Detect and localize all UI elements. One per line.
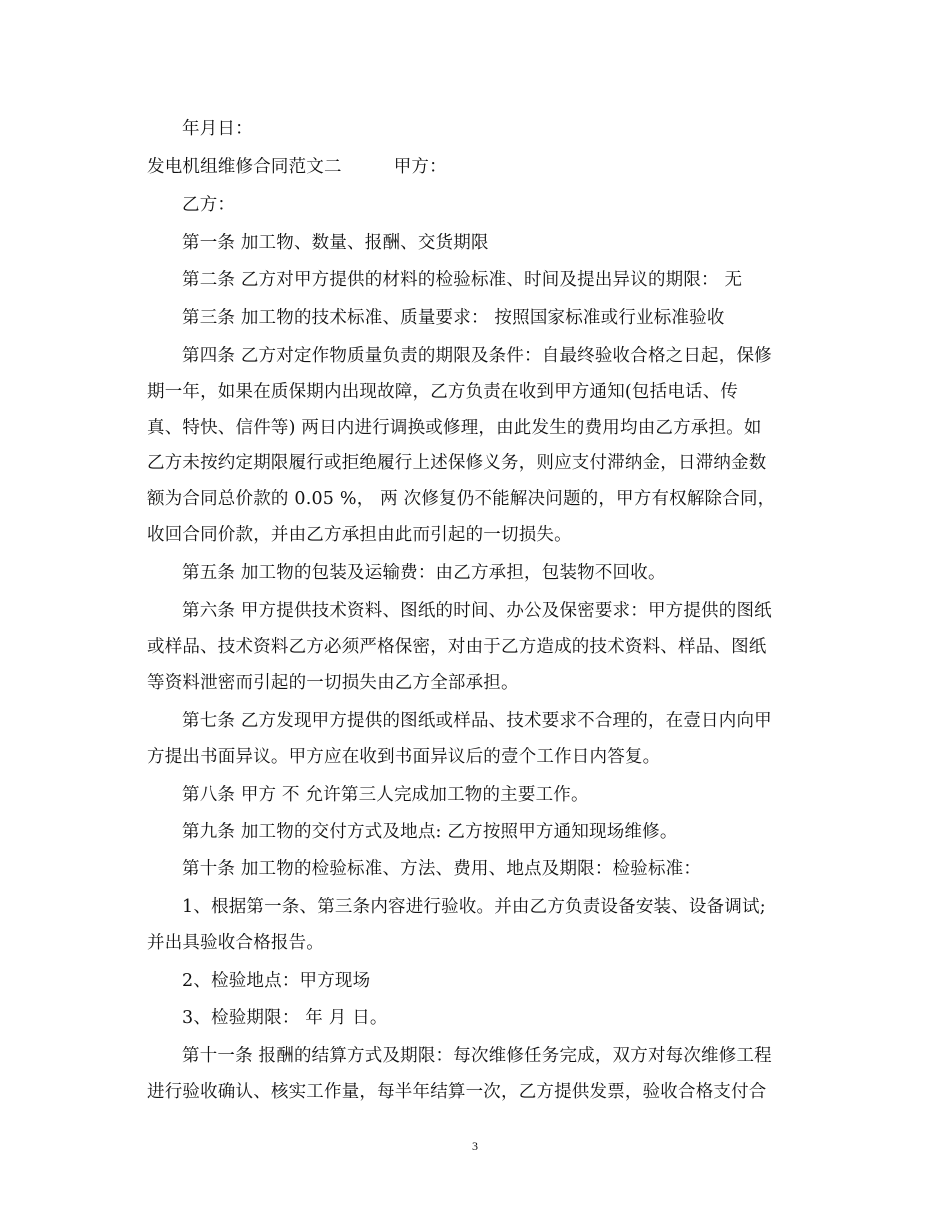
clause-8: 第八条 甲方 不 允许第三人完成加工物的主要工作。	[182, 785, 589, 805]
clause-2: 第二条 乙方对甲方提供的材料的检验标准、时间及提出异议的期限： 无	[182, 270, 743, 290]
clause-6-line-1: 第六条 甲方提供技术资料、图纸的时间、办公及保密要求：甲方提供的图纸	[182, 601, 772, 621]
party-b-label: 乙方：	[182, 195, 236, 215]
clause-1: 第一条 加工物、数量、报酬、交货期限	[182, 233, 489, 253]
clause-4-line-3: 真、特快、信件等) 两日内进行调换或修理，由此发生的费用均由乙方承担。如	[147, 418, 762, 438]
clause-11-line-1: 第十一条 报酬的结算方式及期限：每次维修任务完成，双方对每次维修工程	[182, 1046, 772, 1066]
heading-line	[147, 155, 447, 179]
clause-11-line-2: 进行验收确认、核实工作量，每半年结算一次，乙方提供发票，验收合格支付合	[147, 1082, 767, 1102]
clause-4-line-1: 第四条 乙方对定作物质量负责的期限及条件：自最终验收合格之日起，保修	[182, 346, 772, 366]
clause-7-line-2: 方提出书面异议。甲方应在收到书面异议后的壹个工作日内答复。	[147, 747, 661, 767]
clause-9: 第九条 加工物的交付方式及地点: 乙方按照甲方通知现场维修。	[182, 822, 678, 842]
clause-6-line-3: 等资料泄密而引起的一切损失由乙方全部承担。	[147, 673, 519, 693]
clause-10-item-3: 3、检验期限： 年 月 日。	[182, 1008, 388, 1028]
party-a-label: 甲方：	[393, 157, 447, 177]
clause-4-line-2: 期一年，如果在质保期内出现故障，乙方负责在收到甲方通知(包括电话、传	[147, 382, 739, 402]
text-line: 年月日：	[182, 119, 253, 139]
clause-3: 第三条 加工物的技术标准、质量要求： 按照国家标准或行业标准验收	[182, 308, 725, 328]
clause-4-line-6: 收回合同价款，并由乙方承担由此而引起的一切损失。	[147, 525, 572, 545]
clause-4-line-4: 乙方未按约定期限履行或拒绝履行上述保修义务，则应支付滞纳金，日滞纳金数	[147, 453, 767, 473]
document-title: 发电机组维修合同范文二	[147, 157, 342, 177]
clause-10-item-2: 2、检验地点：甲方现场	[182, 971, 371, 991]
clause-10-item-1-line-1: 1、根据第一条、第三条内容进行验收。并由乙方负责设备安装、设备调试;	[182, 897, 766, 917]
clause-10-item-1-line-2: 并出具验收合格报告。	[147, 933, 324, 953]
clause-6-line-2: 或样品、技术资料乙方必须严格保密，对由于乙方造成的技术资料、样品、图纸	[147, 637, 767, 657]
page-number: 3	[472, 1139, 478, 1153]
clause-4-line-5: 额为合同总价款的 0.05 %， 两 次修复仍不能解决问题的，甲方有权解除合同，	[147, 489, 776, 509]
clause-10: 第十条 加工物的检验标准、方法、费用、地点及期限：检验标准：	[182, 859, 702, 879]
clause-7-line-1: 第七条 乙方发现甲方提供的图纸或样品、技术要求不合理的，在壹日内向甲	[182, 711, 772, 731]
clause-5: 第五条 加工物的包装及运输费：由乙方承担，包装物不回收。	[182, 563, 666, 583]
